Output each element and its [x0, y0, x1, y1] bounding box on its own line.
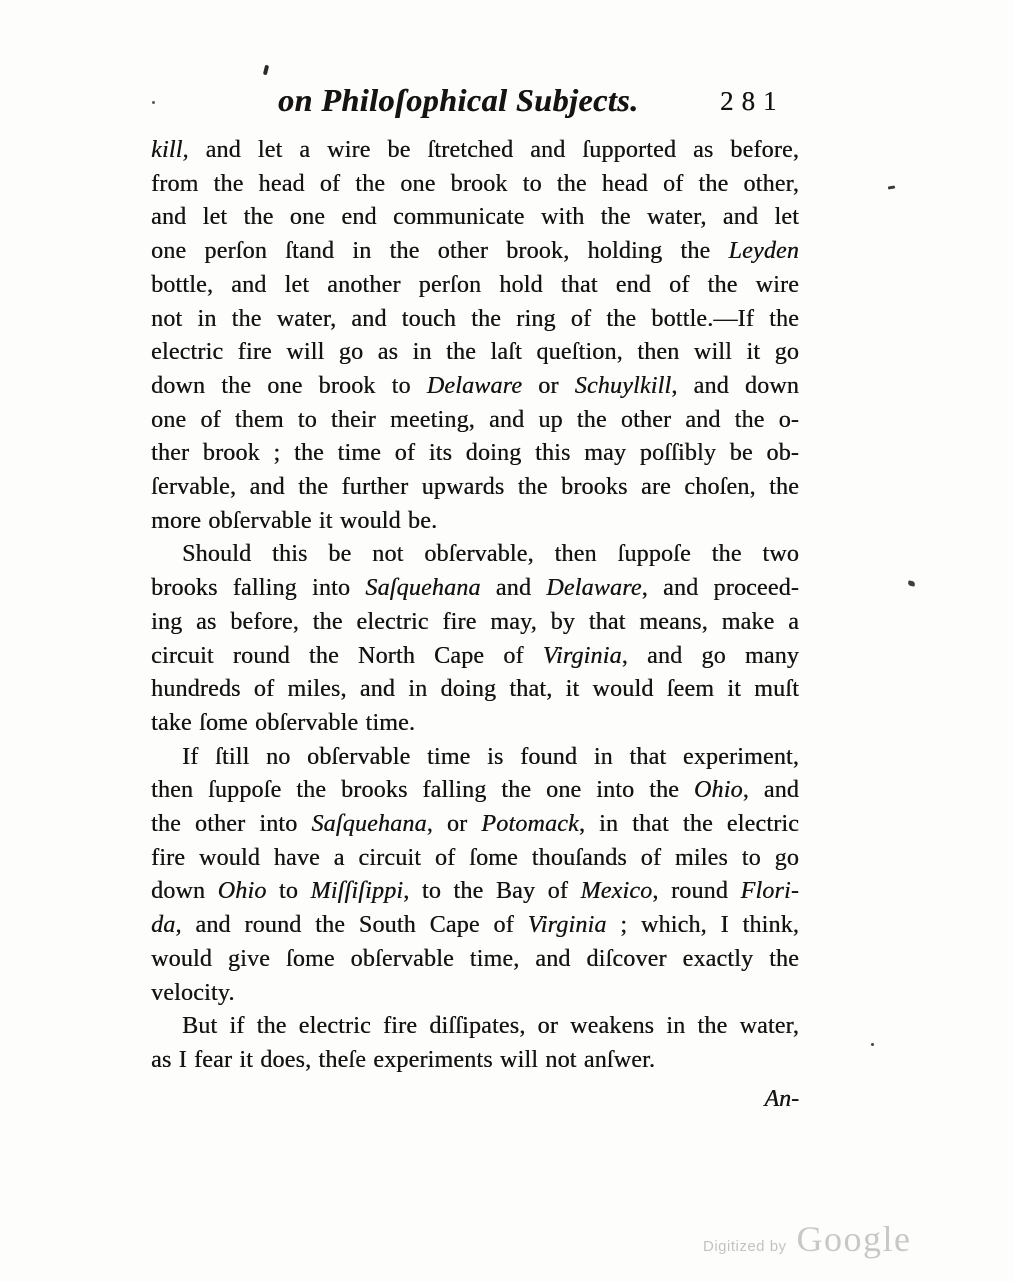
text-segment: ſervable, and the further upwards the brooks are choſen, the	[151, 474, 799, 501]
text-segment: from the head of the one brook to the head of the other,	[151, 170, 799, 197]
body-text	[151, 134, 799, 1078]
text-line	[151, 875, 799, 909]
text-segment: and let the one end communicate with the water, and let	[151, 204, 799, 231]
ink-speck-artifact	[888, 185, 895, 189]
text-segment: But if the electric fire diſſipates, or weakens in the water,	[182, 1013, 799, 1040]
text-segment: the other into	[151, 811, 312, 838]
text-segment: and	[480, 575, 547, 602]
text-segment: down the one brook to	[151, 372, 427, 399]
text-line	[151, 977, 799, 1011]
text-segment: ing as before, the electric fire may, by that means, make a	[151, 608, 799, 635]
ink-speck-artifact	[152, 101, 155, 104]
text-segment: bottle, and let another perſon hold that end of the wire	[151, 271, 799, 298]
text-segment: down	[151, 878, 218, 905]
ink-speck-artifact	[871, 1043, 874, 1046]
text-segment: , and go many	[621, 642, 799, 669]
catchword: An-	[764, 1086, 799, 1112]
text-line	[151, 404, 799, 438]
text-segment: ther brook ; the time of its doing this may poſſibly be ob-	[151, 440, 799, 467]
text-line	[151, 673, 799, 707]
text-line	[151, 168, 799, 202]
text-segment: as I fear it does, theſe experiments will not anſwer.	[151, 1046, 656, 1073]
text-line	[151, 370, 799, 404]
text-segment: then ſuppoſe the brooks falling the one into the	[151, 777, 694, 804]
text-segment: take ſome obſervable time.	[151, 709, 416, 736]
text-segment: , and proceed-	[641, 575, 799, 602]
italic-term: Ohio	[217, 878, 267, 905]
text-line	[151, 808, 799, 842]
text-line	[151, 505, 799, 539]
text-line	[151, 201, 799, 235]
italic-term: Saſquehana	[311, 811, 427, 838]
text-segment: one perſon ſtand in the other brook, holding the	[151, 238, 729, 265]
google-logo: Google	[796, 1219, 912, 1259]
italic-term: Saſquehana	[365, 575, 481, 602]
text-line	[151, 303, 799, 337]
text-line	[151, 707, 799, 741]
text-line	[151, 572, 799, 606]
text-segment: to	[266, 878, 311, 905]
text-segment: would give ſome obſervable time, and diſcover exactly the	[151, 945, 799, 972]
italic-term: Mexico	[580, 878, 653, 905]
text-segment: , or	[426, 811, 482, 838]
text-line	[151, 606, 799, 640]
italic-term: Miſſiſippi	[310, 878, 404, 905]
text-line	[151, 538, 799, 572]
text-line	[151, 741, 799, 775]
catchword-row	[151, 1086, 799, 1113]
text-line	[151, 269, 799, 303]
text-segment: brooks falling into	[151, 575, 366, 602]
italic-term: Leyden	[728, 238, 799, 265]
text-segment: and let a wire be ſtretched and ſupported as before,	[188, 137, 799, 163]
text-line	[151, 909, 799, 943]
ink-speck-artifact	[263, 65, 269, 76]
text-segment: Should this be not obſervable, then ſuppoſe the two	[182, 541, 799, 568]
text-line	[151, 943, 799, 977]
text-line	[151, 134, 799, 168]
text-segment: hundreds of miles, and in doing that, it would ſeem it muſt	[151, 676, 799, 703]
italic-term: Ohio	[693, 777, 743, 804]
text-segment: , and	[742, 777, 799, 804]
google-watermark	[703, 1218, 912, 1260]
italic-term: Virginia	[527, 912, 607, 939]
text-segment: electric fire will go as in the laſt queſtion, then will it go	[151, 339, 799, 366]
page-number: 281	[720, 86, 785, 116]
text-segment: , in that the electric	[578, 811, 800, 838]
text-line	[151, 842, 799, 876]
italic-term: Delaware	[426, 372, 523, 399]
text-segment: fire would have a circuit of ſome thouſands of miles to go	[151, 844, 799, 871]
text-segment: and round the South Cape of	[181, 912, 528, 939]
text-line	[151, 1010, 799, 1044]
text-segment: , round	[652, 878, 741, 905]
text-line	[151, 640, 799, 674]
ink-speck-artifact	[908, 580, 916, 586]
text-line	[151, 471, 799, 505]
text-segment: , and down	[671, 372, 800, 399]
text-line	[151, 437, 799, 471]
text-segment: or	[522, 372, 575, 399]
text-segment: , to the Bay of	[403, 878, 581, 905]
italic-term: Schuylkill	[574, 372, 672, 399]
text-segment: velocity.	[151, 979, 235, 1006]
running-head-title: on Philoſophical Subjects.	[278, 82, 639, 118]
text-line	[151, 774, 799, 808]
italic-term: Delaware	[546, 575, 642, 602]
text-line	[151, 1044, 799, 1078]
italic-term: da,	[151, 912, 182, 939]
text-segment: not in the water, and touch the ring of the bottle.—If the	[151, 305, 799, 332]
italic-term: kill,	[151, 137, 189, 163]
text-line	[151, 235, 799, 269]
text-segment: one of them to their meeting, and up the other and the o-	[151, 406, 799, 433]
text-line	[151, 336, 799, 370]
italic-term: Virginia	[542, 642, 622, 669]
text-segment: ; which, I think,	[606, 912, 800, 939]
italic-term: Flori-	[740, 878, 800, 905]
watermark-prefix: Digitized by	[703, 1238, 787, 1255]
text-segment: circuit round the North Cape of	[151, 642, 543, 669]
text-segment: If ſtill no obſervable time is found in that experiment,	[182, 743, 799, 770]
text-segment: more obſervable it would be.	[151, 507, 438, 534]
italic-term: Potomack	[481, 811, 579, 838]
